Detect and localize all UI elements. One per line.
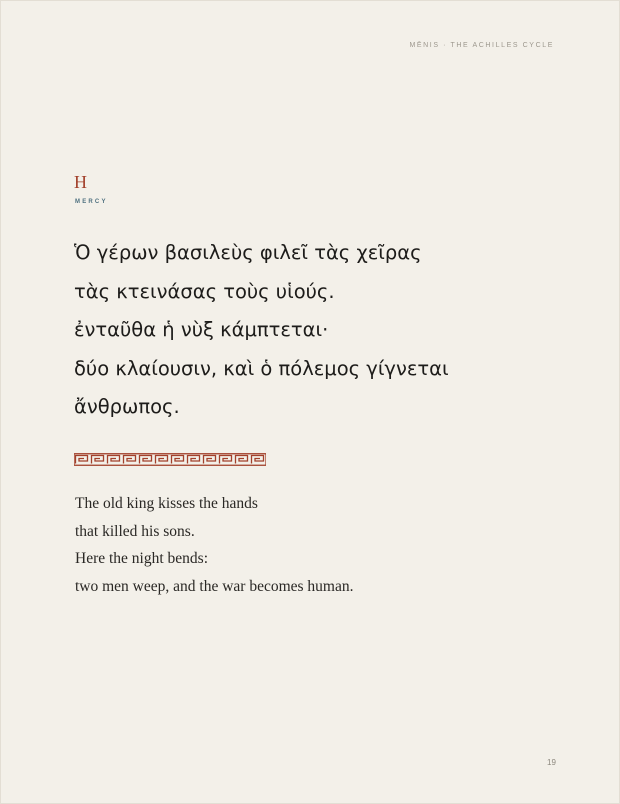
meander-unit — [108, 456, 120, 464]
greek-line: δύο κλαίουσιν, καὶ ὁ πόλεμος γίγνεται — [74, 356, 449, 380]
meander-unit — [124, 456, 136, 464]
meander-unit — [76, 456, 88, 464]
greek-line: Ὁ γέρων βασιλεὺς φιλεῖ τὰς χεῖρας — [74, 241, 422, 264]
greek-line: τὰς κτεινάσας τοὺς υἱούς. — [74, 279, 335, 303]
english-translation — [75, 490, 353, 601]
section-numeral: H — [74, 172, 87, 192]
meander-unit — [172, 456, 184, 464]
english-line: that killed his sons. — [75, 522, 195, 540]
running-head: MĒNIS · THE ACHILLES CYCLE — [409, 42, 554, 49]
greek-line: ἄνθρωπος. — [74, 395, 180, 418]
meander-unit — [236, 456, 248, 464]
meander-unit — [188, 456, 200, 464]
greek-verse — [74, 234, 449, 427]
greek-line: ἐνταῦθα ἡ νὺξ κάμπτεται· — [74, 318, 329, 341]
meander-unit — [220, 456, 232, 464]
meander-unit — [140, 456, 152, 464]
english-line: Here the night bends: — [75, 550, 209, 568]
meander-ornament — [74, 453, 266, 466]
meander-unit — [252, 456, 264, 464]
meander-unit — [204, 456, 216, 464]
meander-unit — [92, 456, 104, 464]
english-line: The old king kisses the hands — [75, 495, 258, 512]
page-number: 19 — [547, 758, 556, 767]
english-line: two men weep, and the war becomes human. — [75, 578, 354, 596]
meander-unit — [156, 456, 168, 464]
section-label: MERCY — [75, 199, 108, 205]
